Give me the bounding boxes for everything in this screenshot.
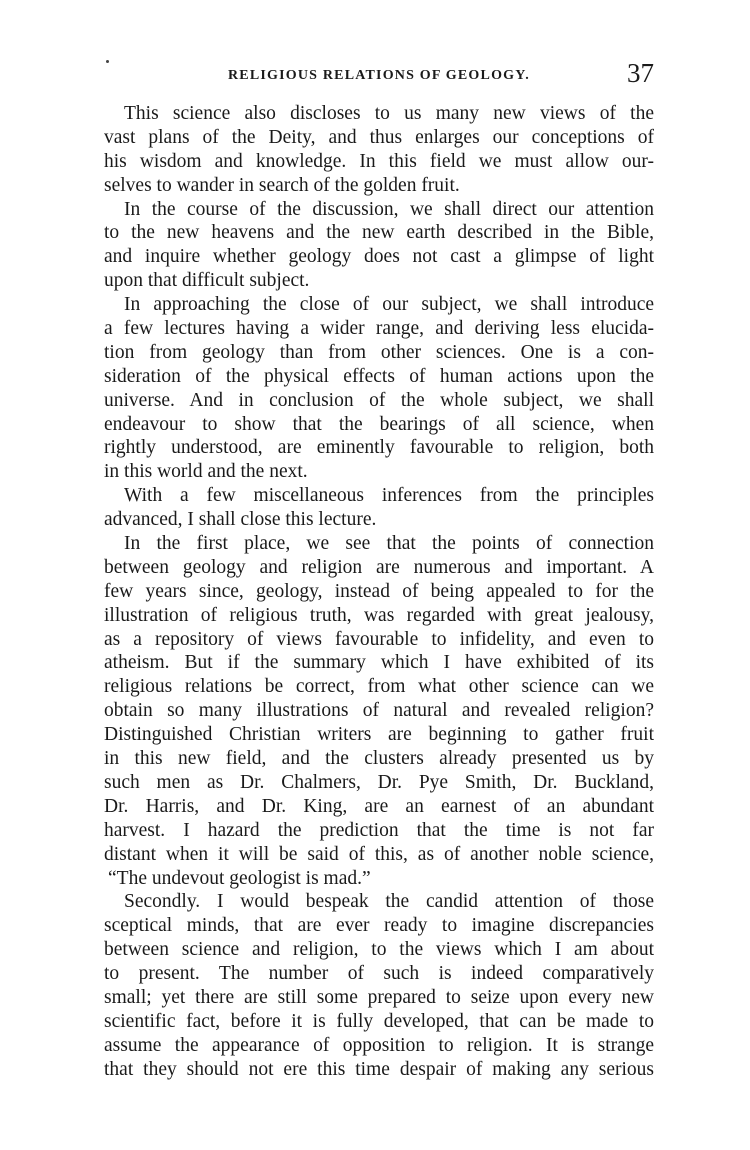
text-line: a few lectures having a wider range, and deriving less elucida- bbox=[104, 318, 654, 340]
text-line: religious relations be correct, from what other science can we bbox=[104, 676, 654, 698]
running-head bbox=[104, 58, 654, 88]
text-line: atheism. But if the summary which I have exhibited of its bbox=[104, 652, 654, 674]
text-line: and inquire whether geology does not cast a glimpse of light bbox=[104, 246, 654, 268]
text-line: distant when it will be said of this, as of another noble science, bbox=[104, 843, 654, 865]
running-title: RELIGIOUS RELATIONS OF GEOLOGY. bbox=[228, 68, 530, 83]
text-line: obtain so many illustrations of natural and revealed religion? bbox=[104, 700, 654, 722]
text-line: his wisdom and knowledge. In this field we must allow our- bbox=[104, 150, 654, 172]
text-line: illustration of religious truth, was regarded with great jealousy, bbox=[104, 604, 654, 626]
text-line: In the first place, we see that the points of connection bbox=[124, 533, 654, 555]
text-line: assume the appearance of opposition to religion. It is strange bbox=[104, 1034, 654, 1056]
text-line: In the course of the discussion, we shall direct our attention bbox=[124, 198, 654, 220]
text-line: that they should not ere this time despair of making any serious bbox=[104, 1058, 654, 1080]
text-line: to the new heavens and the new earth described in the Bible, bbox=[104, 222, 654, 244]
text-line: as a repository of views favourable to infidelity, and even to bbox=[104, 628, 654, 650]
text-line: This science also discloses to us many new views of the bbox=[124, 103, 654, 124]
text-line: endeavour to show that the bearings of all science, when bbox=[104, 413, 654, 435]
text-line: vast plans of the Deity, and thus enlarges our conceptions of bbox=[104, 126, 654, 148]
text-line: to present. The number of such is indeed comparatively bbox=[104, 963, 654, 985]
text-line: “The undevout geologist is mad.” bbox=[108, 867, 371, 889]
text-line: Secondly. I would bespeak the candid attention of those bbox=[124, 891, 654, 913]
text-line: Distinguished Christian writers are beginning to gather fruit bbox=[104, 724, 654, 746]
text-line: rightly understood, are eminently favourable to religion, both bbox=[104, 437, 654, 459]
text-line: in this world and the next. bbox=[104, 461, 308, 483]
text-line: upon that difficult subject. bbox=[104, 270, 310, 292]
text-line: universe. And in conclusion of the whole subject, we shall bbox=[104, 389, 654, 411]
text-line: small; yet there are still some prepared to seize upon every new bbox=[104, 986, 654, 1008]
text-line: scientific fact, before it is fully developed, that can be made to bbox=[104, 1010, 654, 1032]
text-line: such men as Dr. Chalmers, Dr. Pye Smith, Dr. Buckland, bbox=[104, 771, 654, 793]
text-line: harvest. I hazard the prediction that the time is not far bbox=[104, 819, 654, 841]
text-line: Dr. Harris, and Dr. King, are an earnest of an abundant bbox=[104, 795, 654, 817]
text-line: In approaching the close of our subject, we shall introduce bbox=[124, 294, 654, 316]
text-line: tion from geology than from other sciences. One is a con- bbox=[104, 341, 654, 363]
text-line: in this new field, and the clusters already presented us by bbox=[104, 748, 654, 770]
body-text bbox=[104, 102, 654, 1082]
text-line: between science and religion, to the views which I am about bbox=[104, 939, 654, 961]
text-line: sideration of the physical effects of human actions upon the bbox=[104, 365, 654, 387]
text-line: between geology and religion are numerous and important. A bbox=[104, 556, 654, 578]
text-line: sceptical minds, that are ever ready to imagine discrepancies bbox=[104, 915, 654, 937]
page-number: 37 bbox=[627, 58, 654, 88]
text-line: few years since, geology, instead of being appealed to for the bbox=[104, 580, 654, 602]
text-line: With a few miscellaneous inferences from the principles bbox=[124, 485, 654, 507]
text-line: advanced, I shall close this lecture. bbox=[104, 509, 377, 531]
text-line: selves to wander in search of the golden fruit. bbox=[104, 174, 460, 196]
